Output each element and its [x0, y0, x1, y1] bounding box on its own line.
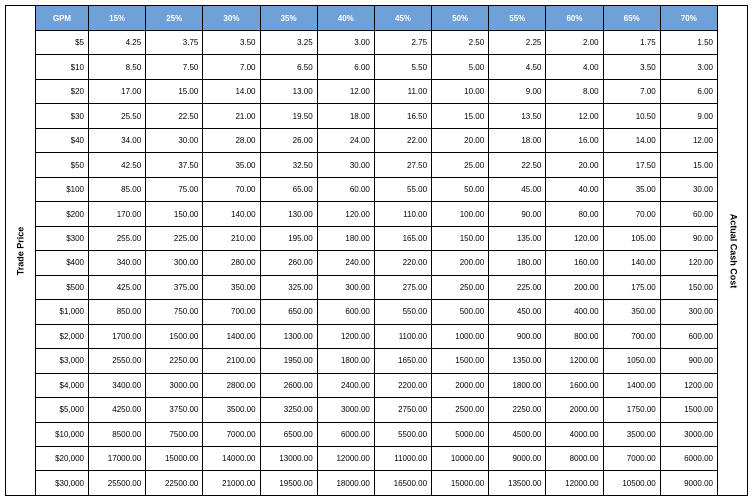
cash-cost-cell: 12.00 [317, 79, 374, 103]
cash-cost-cell: 35.00 [603, 177, 660, 201]
cash-cost-cell: 120.00 [546, 226, 603, 250]
table-row [36, 79, 718, 103]
cash-cost-cell: 3000.00 [317, 398, 374, 422]
trade-price-cell: $200 [36, 202, 89, 226]
cash-cost-cell: 9000.00 [660, 471, 717, 496]
cash-cost-cell: 10.50 [603, 104, 660, 128]
table-row [36, 104, 718, 128]
cash-cost-cell: 100.00 [432, 202, 489, 226]
cash-cost-cell: 22.00 [374, 128, 431, 152]
cash-cost-cell: 195.00 [260, 226, 317, 250]
cash-cost-cell: 9000.00 [489, 446, 546, 470]
table-row [36, 471, 718, 496]
cash-cost-cell: 350.00 [203, 275, 260, 299]
cash-cost-cell: 3.00 [317, 31, 374, 55]
cash-cost-cell: 3.75 [146, 31, 203, 55]
cash-cost-cell: 17.50 [603, 153, 660, 177]
cash-cost-cell: 19.50 [260, 104, 317, 128]
cash-cost-cell: 800.00 [546, 324, 603, 348]
table-row [36, 324, 718, 348]
table-row [36, 300, 718, 324]
trade-price-cell: $50 [36, 153, 89, 177]
cash-cost-cell: 32.50 [260, 153, 317, 177]
cash-cost-cell: 12000.00 [317, 446, 374, 470]
cash-cost-cell: 15000.00 [146, 446, 203, 470]
cash-cost-cell: 60.00 [317, 177, 374, 201]
cash-cost-cell: 850.00 [89, 300, 146, 324]
trade-price-cell: $20 [36, 79, 89, 103]
trade-price-cell: $100 [36, 177, 89, 201]
cash-cost-cell: 1600.00 [546, 373, 603, 397]
trade-price-cell: $30,000 [36, 471, 89, 496]
cash-cost-cell: 1200.00 [546, 349, 603, 373]
cash-cost-cell: 2600.00 [260, 373, 317, 397]
cash-cost-cell: 13.00 [260, 79, 317, 103]
cash-cost-cell: 2100.00 [203, 349, 260, 373]
cash-cost-cell: 9.00 [660, 104, 717, 128]
cash-cost-cell: 1750.00 [603, 398, 660, 422]
cash-cost-cell: 80.00 [546, 202, 603, 226]
cash-cost-cell: 260.00 [260, 251, 317, 275]
cash-cost-cell: 600.00 [317, 300, 374, 324]
cash-cost-cell: 300.00 [146, 251, 203, 275]
cash-cost-cell: 250.00 [432, 275, 489, 299]
cash-cost-cell: 7.00 [603, 79, 660, 103]
table-row [36, 373, 718, 397]
cash-cost-cell: 15.00 [660, 153, 717, 177]
cash-cost-cell: 2400.00 [317, 373, 374, 397]
cash-cost-cell: 28.00 [203, 128, 260, 152]
cash-cost-cell: 15000.00 [432, 471, 489, 496]
table-header [36, 6, 718, 31]
cash-cost-cell: 35.00 [203, 153, 260, 177]
cash-cost-cell: 30.00 [146, 128, 203, 152]
table-row [36, 55, 718, 79]
cash-cost-cell: 450.00 [489, 300, 546, 324]
cash-cost-cell: 4.00 [546, 55, 603, 79]
cash-cost-cell: 20.00 [546, 153, 603, 177]
cash-cost-cell: 700.00 [203, 300, 260, 324]
header-cell: 35% [260, 6, 317, 31]
cash-cost-cell: 2000.00 [432, 373, 489, 397]
header-cell: 15% [89, 6, 146, 31]
trade-price-axis [5, 5, 35, 496]
cash-cost-cell: 13500.00 [489, 471, 546, 496]
cash-cost-cell: 2500.00 [432, 398, 489, 422]
cash-cost-cell: 3.00 [660, 55, 717, 79]
cash-cost-cell: 135.00 [489, 226, 546, 250]
header-cell: 50% [432, 6, 489, 31]
cash-cost-cell: 700.00 [603, 324, 660, 348]
cash-cost-cell: 3250.00 [260, 398, 317, 422]
cash-cost-cell: 4.50 [489, 55, 546, 79]
cash-cost-cell: 45.00 [489, 177, 546, 201]
trade-price-label: Trade Price [15, 226, 25, 275]
cash-cost-cell: 24.00 [317, 128, 374, 152]
header-cell: 65% [603, 6, 660, 31]
cash-cost-cell: 275.00 [374, 275, 431, 299]
cash-cost-cell: 1400.00 [203, 324, 260, 348]
cash-cost-cell: 110.00 [374, 202, 431, 226]
cash-cost-cell: 105.00 [603, 226, 660, 250]
cash-cost-cell: 21000.00 [203, 471, 260, 496]
cash-cost-cell: 13.50 [489, 104, 546, 128]
actual-cash-cost-label: Actual Cash Cost [728, 213, 739, 288]
cash-cost-cell: 12.00 [660, 128, 717, 152]
cash-cost-cell: 2200.00 [374, 373, 431, 397]
cash-cost-cell: 900.00 [660, 349, 717, 373]
trade-price-cell: $1,000 [36, 300, 89, 324]
cash-cost-cell: 200.00 [432, 251, 489, 275]
cash-cost-cell: 40.00 [546, 177, 603, 201]
cash-cost-cell: 550.00 [374, 300, 431, 324]
table-row [36, 31, 718, 55]
price-table [35, 5, 718, 496]
cash-cost-cell: 3500.00 [203, 398, 260, 422]
trade-price-cell: $40 [36, 128, 89, 152]
cash-cost-cell: 210.00 [203, 226, 260, 250]
cash-cost-cell: 2.50 [432, 31, 489, 55]
cash-cost-cell: 4500.00 [489, 422, 546, 446]
cash-cost-cell: 1500.00 [146, 324, 203, 348]
cash-cost-cell: 130.00 [260, 202, 317, 226]
trade-price-cell: $10 [36, 55, 89, 79]
header-cell: 70% [660, 6, 717, 31]
cash-cost-cell: 9.00 [489, 79, 546, 103]
cash-cost-cell: 2.00 [546, 31, 603, 55]
header-row [36, 6, 718, 31]
cash-cost-cell: 11.00 [374, 79, 431, 103]
cash-cost-cell: 280.00 [203, 251, 260, 275]
cash-cost-cell: 8500.00 [89, 422, 146, 446]
cash-cost-cell: 1500.00 [660, 398, 717, 422]
header-cell: 45% [374, 6, 431, 31]
cash-cost-cell: 6500.00 [260, 422, 317, 446]
cash-cost-cell: 90.00 [489, 202, 546, 226]
cash-cost-cell: 3000.00 [146, 373, 203, 397]
cash-cost-cell: 70.00 [603, 202, 660, 226]
cash-cost-cell: 1300.00 [260, 324, 317, 348]
cash-cost-cell: 7000.00 [203, 422, 260, 446]
cash-cost-cell: 375.00 [146, 275, 203, 299]
cash-cost-cell: 21.00 [203, 104, 260, 128]
header-cell: GPM [36, 6, 89, 31]
cash-cost-cell: 7.50 [146, 55, 203, 79]
table-row [36, 398, 718, 422]
cash-cost-cell: 25.50 [89, 104, 146, 128]
cash-cost-cell: 5000.00 [432, 422, 489, 446]
cash-cost-cell: 25500.00 [89, 471, 146, 496]
trade-price-cell: $500 [36, 275, 89, 299]
cash-cost-cell: 1.75 [603, 31, 660, 55]
cash-cost-cell: 1350.00 [489, 349, 546, 373]
cash-cost-cell: 120.00 [317, 202, 374, 226]
cash-cost-cell: 180.00 [489, 251, 546, 275]
cash-cost-cell: 1950.00 [260, 349, 317, 373]
cash-cost-cell: 26.00 [260, 128, 317, 152]
cash-cost-cell: 22.50 [489, 153, 546, 177]
cash-cost-cell: 5.50 [374, 55, 431, 79]
cash-cost-cell: 27.50 [374, 153, 431, 177]
cash-cost-cell: 65.00 [260, 177, 317, 201]
cash-cost-cell: 18.00 [317, 104, 374, 128]
table-row [36, 251, 718, 275]
header-cell: 55% [489, 6, 546, 31]
cash-cost-cell: 2800.00 [203, 373, 260, 397]
cash-cost-cell: 15.00 [146, 79, 203, 103]
cash-cost-cell: 3000.00 [660, 422, 717, 446]
cash-cost-cell: 90.00 [660, 226, 717, 250]
cash-cost-cell: 10.00 [432, 79, 489, 103]
cash-cost-cell: 25.00 [432, 153, 489, 177]
header-cell: 40% [317, 6, 374, 31]
cash-cost-cell: 37.50 [146, 153, 203, 177]
cash-cost-cell: 13000.00 [260, 446, 317, 470]
cash-cost-cell: 2250.00 [146, 349, 203, 373]
cash-cost-cell: 2550.00 [89, 349, 146, 373]
cash-cost-cell: 1500.00 [432, 349, 489, 373]
cash-cost-cell: 5.00 [432, 55, 489, 79]
table-row [36, 177, 718, 201]
cash-cost-cell: 1700.00 [89, 324, 146, 348]
cash-cost-cell: 6.50 [260, 55, 317, 79]
cash-cost-cell: 3500.00 [603, 422, 660, 446]
cash-cost-cell: 240.00 [317, 251, 374, 275]
trade-price-cell: $4,000 [36, 373, 89, 397]
cash-cost-cell: 85.00 [89, 177, 146, 201]
trade-price-cell: $2,000 [36, 324, 89, 348]
cash-cost-cell: 12000.00 [546, 471, 603, 496]
cash-cost-cell: 400.00 [546, 300, 603, 324]
cash-cost-cell: 6000.00 [660, 446, 717, 470]
cash-cost-cell: 10000.00 [432, 446, 489, 470]
cash-cost-cell: 17000.00 [89, 446, 146, 470]
cash-cost-cell: 900.00 [489, 324, 546, 348]
cash-cost-cell: 10500.00 [603, 471, 660, 496]
cash-cost-cell: 3.50 [203, 31, 260, 55]
table-body [36, 31, 718, 496]
cash-cost-cell: 160.00 [546, 251, 603, 275]
cash-cost-cell: 300.00 [317, 275, 374, 299]
cash-cost-cell: 4000.00 [546, 422, 603, 446]
cash-cost-cell: 170.00 [89, 202, 146, 226]
cash-cost-cell: 165.00 [374, 226, 431, 250]
cash-cost-cell: 18.00 [489, 128, 546, 152]
cash-cost-cell: 1800.00 [317, 349, 374, 373]
cash-cost-cell: 30.00 [317, 153, 374, 177]
cash-cost-cell: 1400.00 [603, 373, 660, 397]
cash-cost-cell: 5500.00 [374, 422, 431, 446]
trade-price-cell: $400 [36, 251, 89, 275]
cash-cost-cell: 340.00 [89, 251, 146, 275]
cash-cost-cell: 4.25 [89, 31, 146, 55]
trade-price-cell: $30 [36, 104, 89, 128]
cash-cost-cell: 15.00 [432, 104, 489, 128]
cash-cost-cell: 1200.00 [660, 373, 717, 397]
cash-cost-cell: 7500.00 [146, 422, 203, 446]
cash-cost-cell: 300.00 [660, 300, 717, 324]
cash-cost-cell: 34.00 [89, 128, 146, 152]
table-row [36, 349, 718, 373]
cash-cost-cell: 8.50 [89, 55, 146, 79]
trade-price-cell: $5,000 [36, 398, 89, 422]
cash-cost-cell: 150.00 [146, 202, 203, 226]
cash-cost-cell: 4250.00 [89, 398, 146, 422]
cash-cost-cell: 425.00 [89, 275, 146, 299]
cash-cost-cell: 14.00 [203, 79, 260, 103]
cash-cost-cell: 1650.00 [374, 349, 431, 373]
trade-price-cell: $20,000 [36, 446, 89, 470]
header-cell: 25% [146, 6, 203, 31]
cash-cost-cell: 3750.00 [146, 398, 203, 422]
table-row [36, 153, 718, 177]
cash-cost-cell: 1800.00 [489, 373, 546, 397]
cash-cost-cell: 2.25 [489, 31, 546, 55]
cash-cost-cell: 22.50 [146, 104, 203, 128]
cash-cost-cell: 16500.00 [374, 471, 431, 496]
trade-price-cell: $300 [36, 226, 89, 250]
cash-cost-cell: 7.00 [203, 55, 260, 79]
cash-cost-cell: 16.00 [546, 128, 603, 152]
cash-cost-cell: 200.00 [546, 275, 603, 299]
cash-cost-cell: 50.00 [432, 177, 489, 201]
cash-cost-cell: 6.00 [660, 79, 717, 103]
cash-cost-cell: 140.00 [603, 251, 660, 275]
cash-cost-cell: 30.00 [660, 177, 717, 201]
cash-cost-cell: 70.00 [203, 177, 260, 201]
cash-cost-cell: 150.00 [660, 275, 717, 299]
cash-cost-cell: 1000.00 [432, 324, 489, 348]
cash-cost-cell: 120.00 [660, 251, 717, 275]
cash-cost-cell: 8000.00 [546, 446, 603, 470]
cash-cost-cell: 150.00 [432, 226, 489, 250]
cash-cost-cell: 20.00 [432, 128, 489, 152]
cash-cost-cell: 650.00 [260, 300, 317, 324]
table-row [36, 128, 718, 152]
cash-cost-cell: 225.00 [146, 226, 203, 250]
cash-cost-cell: 42.50 [89, 153, 146, 177]
cash-cost-cell: 1200.00 [317, 324, 374, 348]
cash-cost-cell: 60.00 [660, 202, 717, 226]
cash-cost-cell: 12.00 [546, 104, 603, 128]
cash-cost-cell: 22500.00 [146, 471, 203, 496]
trade-price-cell: $3,000 [36, 349, 89, 373]
cash-cost-cell: 175.00 [603, 275, 660, 299]
cash-cost-cell: 16.50 [374, 104, 431, 128]
cash-cost-cell: 325.00 [260, 275, 317, 299]
cash-cost-cell: 350.00 [603, 300, 660, 324]
table-row [36, 275, 718, 299]
cash-cost-cell: 75.00 [146, 177, 203, 201]
cash-cost-cell: 255.00 [89, 226, 146, 250]
cash-cost-cell: 18000.00 [317, 471, 374, 496]
cash-cost-cell: 14.00 [603, 128, 660, 152]
cash-cost-cell: 600.00 [660, 324, 717, 348]
header-cell: 30% [203, 6, 260, 31]
cash-cost-cell: 2750.00 [374, 398, 431, 422]
actual-cash-cost-axis [718, 5, 748, 496]
cash-cost-cell: 140.00 [203, 202, 260, 226]
cash-cost-cell: 2.75 [374, 31, 431, 55]
cash-cost-cell: 3.50 [603, 55, 660, 79]
cash-cost-cell: 2250.00 [489, 398, 546, 422]
cash-cost-cell: 17.00 [89, 79, 146, 103]
cash-cost-cell: 1100.00 [374, 324, 431, 348]
cash-cost-cell: 1.50 [660, 31, 717, 55]
trade-price-cell: $10,000 [36, 422, 89, 446]
cash-cost-cell: 19500.00 [260, 471, 317, 496]
cash-cost-cell: 1050.00 [603, 349, 660, 373]
cash-cost-cell: 3400.00 [89, 373, 146, 397]
cash-cost-cell: 6.00 [317, 55, 374, 79]
cash-cost-cell: 500.00 [432, 300, 489, 324]
cash-cost-cell: 7000.00 [603, 446, 660, 470]
trade-price-cell: $5 [36, 31, 89, 55]
cash-cost-cell: 8.00 [546, 79, 603, 103]
header-cell: 60% [546, 6, 603, 31]
table-row [36, 422, 718, 446]
cash-cost-cell: 11000.00 [374, 446, 431, 470]
cash-cost-cell: 220.00 [374, 251, 431, 275]
cash-cost-cell: 6000.00 [317, 422, 374, 446]
cash-cost-cell: 180.00 [317, 226, 374, 250]
cash-cost-cell: 2000.00 [546, 398, 603, 422]
cash-cost-cell: 3.25 [260, 31, 317, 55]
table-row [36, 446, 718, 470]
table-row [36, 226, 718, 250]
cash-cost-cell: 750.00 [146, 300, 203, 324]
cash-cost-cell: 55.00 [374, 177, 431, 201]
table-row [36, 202, 718, 226]
cash-cost-cell: 225.00 [489, 275, 546, 299]
cash-cost-cell: 14000.00 [203, 446, 260, 470]
